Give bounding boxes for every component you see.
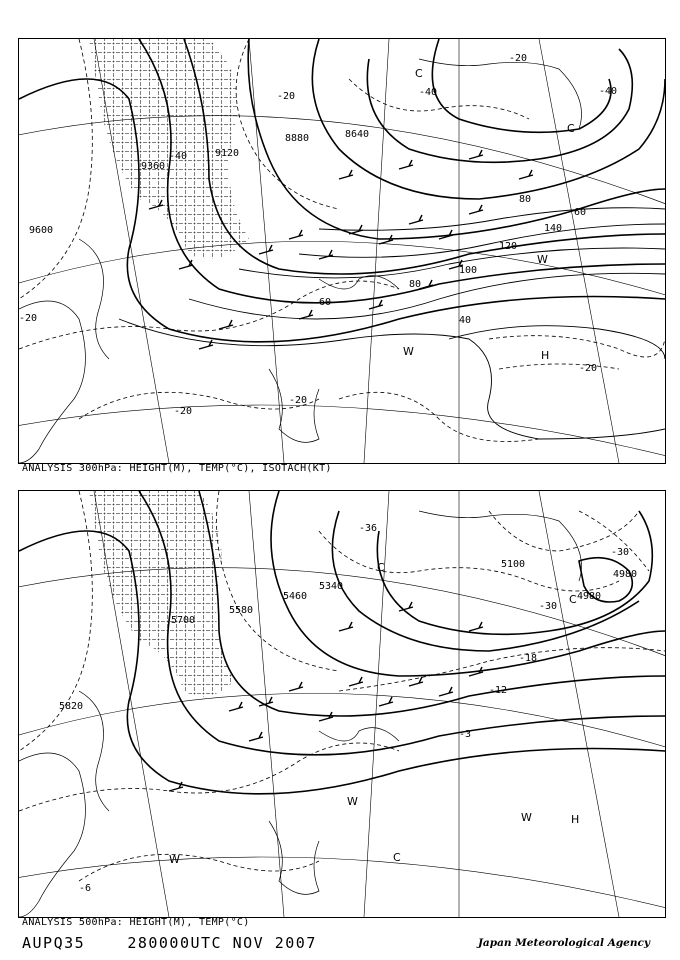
temperature-label: -3 (459, 729, 472, 740)
map-500hpa-canvas (19, 491, 665, 917)
isotach-label: 80 (409, 279, 422, 290)
height-label: 5700 (171, 615, 196, 626)
height-label: 5340 (319, 581, 344, 592)
warm-center-marker: W (521, 811, 532, 824)
height-label: 9360 (141, 161, 166, 172)
agency-name: Japan Meteorological Agency (477, 937, 650, 949)
map-500hpa (18, 490, 666, 918)
warm-center-marker: W (169, 853, 180, 866)
height-label: 8880 (285, 133, 310, 144)
isotach-label: 140 (544, 223, 563, 234)
isotach-label: 120 (499, 241, 518, 252)
chart-identifier (22, 934, 317, 952)
isotach-label: 40 (459, 315, 472, 326)
temperature-label: -20 (19, 313, 38, 324)
height-label: 8640 (345, 129, 370, 140)
low-center-marker: C (393, 851, 401, 864)
temperature-label: -20 (509, 53, 528, 64)
pressure-system-group (403, 67, 575, 362)
map-300hpa-caption: ANALYSIS 300hPa: HEIGHT(M), TEMP(°C), ISOTACH(KT) (22, 463, 332, 474)
temperature-label: -36 (359, 523, 378, 534)
temperature-label: -20 (277, 91, 296, 102)
height-label: 4980 (613, 569, 638, 580)
low-center-marker: C (415, 67, 423, 80)
height-label: 5100 (501, 559, 526, 570)
temperature-label: -20 (289, 395, 308, 406)
low-center-marker: C (569, 593, 577, 606)
low-center-marker: C (377, 561, 385, 574)
isotach-label: 80 (519, 194, 532, 205)
temperature-label: -6 (79, 883, 92, 894)
height-label: 9120 (215, 148, 240, 159)
isotach-label: 60 (574, 207, 587, 218)
temperature-label: -18 (519, 653, 538, 664)
temperature-label: -20 (579, 363, 598, 374)
isotach-label: 100 (459, 265, 478, 276)
isotach-label: 60 (319, 297, 332, 308)
hatched-region (89, 491, 234, 697)
warm-center-marker: W (403, 345, 414, 358)
temperature-label: -40 (599, 86, 618, 97)
map-500hpa-caption: ANALYSIS 500hPa: HEIGHT(M), TEMP(°C) (22, 917, 250, 928)
map-300hpa-canvas (19, 39, 665, 463)
high-center-marker: H (571, 813, 580, 826)
temperature-label: -20 (174, 406, 193, 417)
height-label: 5820 (59, 701, 84, 712)
temperature-label: -40 (419, 87, 438, 98)
height-label: 9600 (29, 225, 54, 236)
height-label: 5460 (283, 591, 308, 602)
height-label: 5580 (229, 605, 254, 616)
temperature-label: -12 (489, 685, 508, 696)
chart-datetime: 280000UTC NOV 2007 (127, 934, 317, 952)
temperature-label: -30 (539, 601, 558, 612)
temperature-label: -40 (169, 151, 188, 162)
height-label: 4980 (577, 591, 602, 602)
warm-center-marker: W (537, 253, 548, 266)
chart-id: AUPQ35 (22, 934, 86, 952)
low-center-marker: C (567, 122, 575, 135)
temperature-label: -30 (611, 547, 630, 558)
high-center-marker: H (541, 349, 550, 362)
warm-center-marker: W (347, 795, 358, 808)
map-300hpa (18, 38, 666, 464)
